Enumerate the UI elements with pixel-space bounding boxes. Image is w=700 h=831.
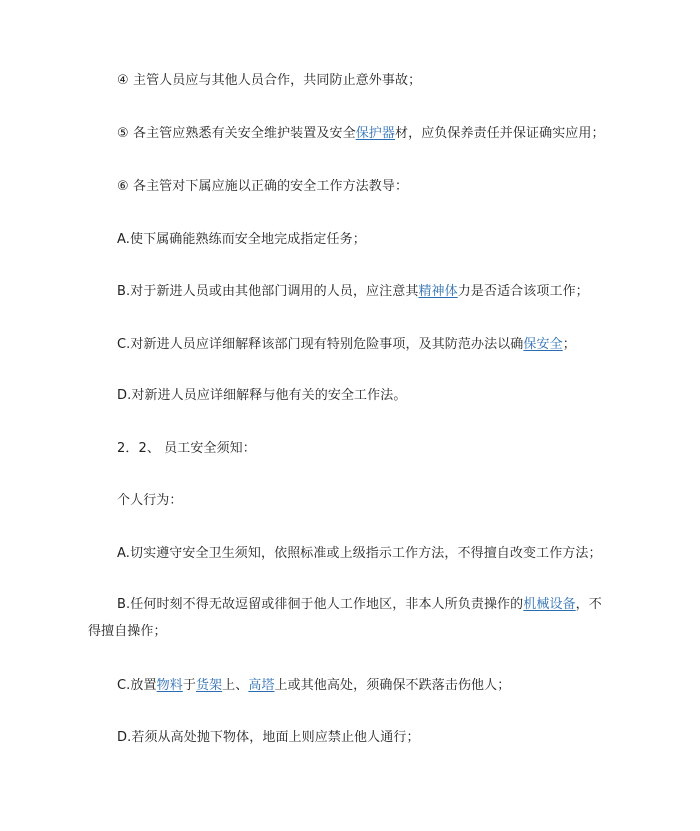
paragraph-rule-c bbox=[117, 678, 510, 694]
paragraph-supervisor-cooperation bbox=[117, 73, 421, 89]
text-segment: 力是否适合该项工作； bbox=[457, 284, 589, 299]
text-segment: ，不得擅自操作； bbox=[88, 597, 602, 639]
inline-link[interactable]: 保护器 bbox=[355, 126, 395, 141]
paragraph-rule-a bbox=[117, 546, 602, 562]
inline-link[interactable]: 精神体 bbox=[418, 284, 458, 299]
subheading-personal-conduct bbox=[117, 493, 183, 509]
text-segment: 个人行为： bbox=[117, 493, 183, 508]
section-heading-employee-safety bbox=[117, 441, 256, 457]
text-segment: C.对新进人员应详细解释该部门现有特别危险事项，及其防范办法以确 bbox=[117, 337, 524, 352]
text-segment: 材，应负保养责任并保证确实应用； bbox=[395, 126, 605, 141]
inline-link[interactable]: 机械设备 bbox=[523, 597, 576, 612]
text-segment: 上或其他高处，须确保不跌落击伤他人； bbox=[274, 678, 511, 693]
text-segment: D.对新进人员应详细解释与他有关的安全工作法。 bbox=[117, 388, 407, 403]
text-segment: B.任何时刻不得无故逗留或徘徊于他人工作地区，非本人所负责操作的 bbox=[117, 597, 524, 612]
text-segment: 上、 bbox=[222, 678, 249, 693]
paragraph-item-a bbox=[117, 232, 366, 248]
text-segment: A.切实遵守安全卫生须知，依照标准或上级指示工作方法，不得擅自改变工作方法； bbox=[117, 546, 602, 561]
inline-link[interactable]: 货架 bbox=[195, 678, 223, 693]
paragraph-item-b bbox=[117, 284, 589, 300]
text-segment: A.使下属确能熟练而安全地完成指定任务； bbox=[117, 232, 366, 247]
text-segment: C.放置 bbox=[117, 678, 157, 693]
text-segment: ⑥ 各主管对下属应施以正确的安全工作方法教导： bbox=[117, 179, 409, 194]
text-segment: D.若须从高处抛下物体，地面上则应禁止他人通行； bbox=[117, 730, 420, 745]
paragraph-item-d bbox=[117, 388, 406, 404]
text-segment: ④ 主管人员应与其他人员合作，共同防止意外事故； bbox=[117, 73, 422, 88]
paragraph-rule-d bbox=[117, 730, 420, 746]
text-segment: 2．2、 员工安全须知： bbox=[117, 441, 256, 456]
paragraph-item-c bbox=[117, 337, 576, 353]
text-segment: 于 bbox=[182, 678, 196, 693]
text-segment: ； bbox=[562, 337, 576, 352]
paragraph-safety-equipment bbox=[117, 126, 605, 142]
text-segment: B.对于新进人员或由其他部门调用的人员，应注意其 bbox=[117, 284, 419, 299]
text-segment: ⑤ 各主管应熟悉有关安全维护装置及安全 bbox=[117, 126, 356, 141]
inline-link[interactable]: 高塔 bbox=[248, 678, 275, 693]
inline-link[interactable]: 保安全 bbox=[523, 337, 563, 352]
paragraph-rule-b bbox=[88, 591, 612, 645]
paragraph-safety-instruction bbox=[117, 179, 408, 195]
inline-link[interactable]: 物料 bbox=[156, 678, 183, 693]
